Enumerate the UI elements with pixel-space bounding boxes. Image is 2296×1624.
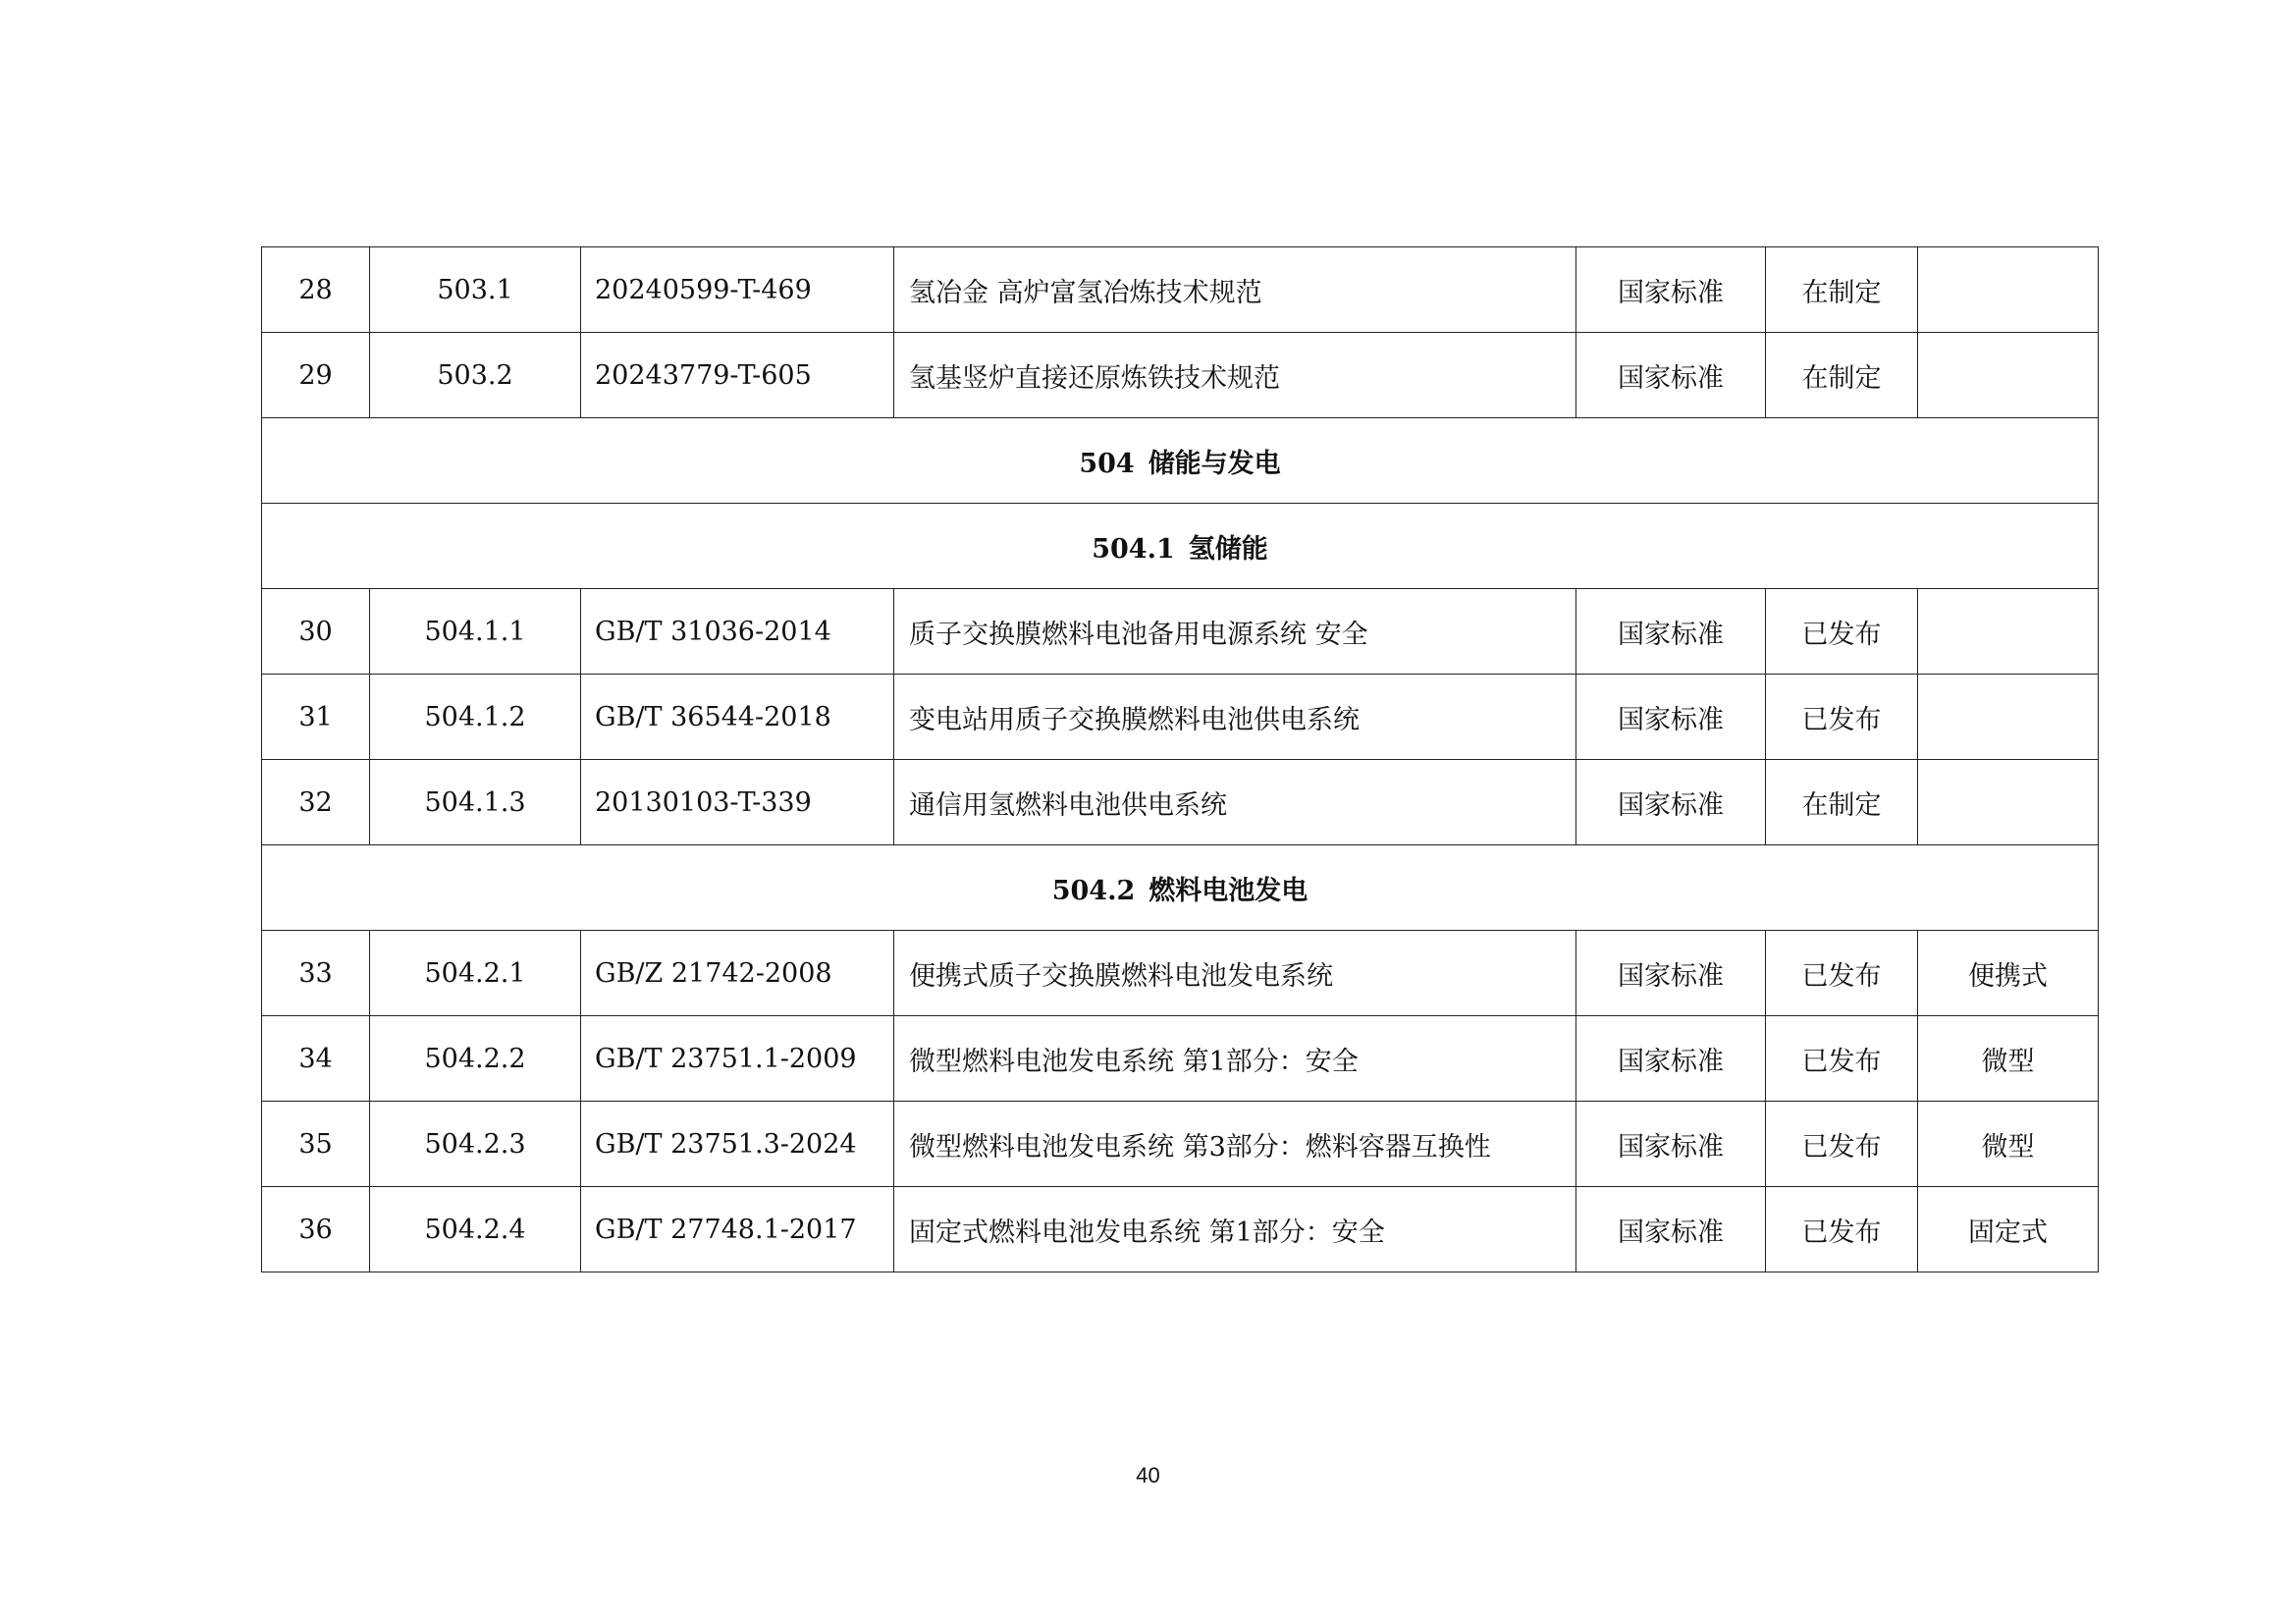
standard-code-cell: 20130103-T-339 [581, 760, 894, 845]
section-heading-row [262, 504, 2099, 589]
table-row [262, 333, 2099, 418]
standard-name-cell: 固定式燃料电池发电系统 第1部分：安全 [894, 1187, 1576, 1272]
table-row [262, 247, 2099, 333]
standards-table [261, 246, 2099, 1272]
remark-cell [1918, 247, 2099, 333]
standard-status-cell: 已发布 [1766, 1016, 1918, 1102]
section-heading-row [262, 845, 2099, 931]
table-row [262, 931, 2099, 1016]
remark-cell: 微型 [1918, 1102, 2099, 1187]
standard-type-cell: 国家标准 [1576, 760, 1766, 845]
remark-cell [1918, 760, 2099, 845]
section-number-cell: 504.2.4 [370, 1187, 581, 1272]
standard-type-cell: 国家标准 [1576, 1016, 1766, 1102]
remark-cell: 固定式 [1918, 1187, 2099, 1272]
standard-type-cell: 国家标准 [1576, 247, 1766, 333]
row-number-cell: 32 [262, 760, 370, 845]
section-heading [262, 418, 2099, 504]
standard-type-cell: 国家标准 [1576, 675, 1766, 760]
standard-code-cell: GB/T 23751.3-2024 [581, 1102, 894, 1187]
section-number-cell: 504.1.1 [370, 589, 581, 675]
section-heading-title: 储能与发电 [1148, 448, 1281, 479]
remark-cell: 便携式 [1918, 931, 2099, 1016]
section-number-cell: 504.1.3 [370, 760, 581, 845]
row-number-cell: 36 [262, 1187, 370, 1272]
section-heading [262, 504, 2099, 589]
table-row [262, 760, 2099, 845]
standard-type-cell: 国家标准 [1576, 931, 1766, 1016]
row-number-cell: 31 [262, 675, 370, 760]
section-number-cell: 503.1 [370, 247, 581, 333]
section-heading-code: 504.2 [1051, 875, 1136, 906]
section-number-cell: 504.2.1 [370, 931, 581, 1016]
standard-name-cell: 通信用氢燃料电池供电系统 [894, 760, 1576, 845]
standard-code-cell: GB/Z 21742-2008 [581, 931, 894, 1016]
table-row [262, 589, 2099, 675]
standard-code-cell: GB/T 23751.1-2009 [581, 1016, 894, 1102]
standard-status-cell: 在制定 [1766, 333, 1918, 418]
section-heading-row [262, 418, 2099, 504]
standard-code-cell: GB/T 36544-2018 [581, 675, 894, 760]
standard-status-cell: 已发布 [1766, 1102, 1918, 1187]
row-number-cell: 30 [262, 589, 370, 675]
standard-code-cell: 20243779-T-605 [581, 333, 894, 418]
standard-status-cell: 在制定 [1766, 760, 1918, 845]
remark-cell [1918, 589, 2099, 675]
standard-type-cell: 国家标准 [1576, 1187, 1766, 1272]
section-heading [262, 845, 2099, 931]
remark-cell [1918, 675, 2099, 760]
standard-name-cell: 微型燃料电池发电系统 第3部分：燃料容器互换性 [894, 1102, 1576, 1187]
row-number-cell: 34 [262, 1016, 370, 1102]
standard-name-cell: 变电站用质子交换膜燃料电池供电系统 [894, 675, 1576, 760]
page-number: 40 [1136, 1463, 1160, 1488]
standard-name-cell: 微型燃料电池发电系统 第1部分：安全 [894, 1016, 1576, 1102]
section-number-cell: 504.2.2 [370, 1016, 581, 1102]
standard-name-cell: 氢冶金 高炉富氢冶炼技术规范 [894, 247, 1576, 333]
section-number-cell: 503.2 [370, 333, 581, 418]
table-row [262, 1187, 2099, 1272]
standard-code-cell: 20240599-T-469 [581, 247, 894, 333]
standard-type-cell: 国家标准 [1576, 589, 1766, 675]
section-heading-title: 燃料电池发电 [1148, 875, 1308, 906]
standard-status-cell: 在制定 [1766, 247, 1918, 333]
standard-type-cell: 国家标准 [1576, 1102, 1766, 1187]
section-heading-code: 504.1 [1092, 533, 1175, 565]
row-number-cell: 29 [262, 333, 370, 418]
section-heading-title: 氢储能 [1188, 533, 1268, 565]
section-number-cell: 504.1.2 [370, 675, 581, 760]
row-number-cell: 33 [262, 931, 370, 1016]
standard-name-cell: 氢基竖炉直接还原炼铁技术规范 [894, 333, 1576, 418]
section-number-cell: 504.2.3 [370, 1102, 581, 1187]
table-row [262, 1102, 2099, 1187]
standard-status-cell: 已发布 [1766, 931, 1918, 1016]
standard-type-cell: 国家标准 [1576, 333, 1766, 418]
standard-status-cell: 已发布 [1766, 589, 1918, 675]
remark-cell [1918, 333, 2099, 418]
section-heading-code: 504 [1079, 448, 1135, 479]
table-body [262, 247, 2099, 1272]
remark-cell: 微型 [1918, 1016, 2099, 1102]
standard-code-cell: GB/T 27748.1-2017 [581, 1187, 894, 1272]
standard-code-cell: GB/T 31036-2014 [581, 589, 894, 675]
standard-name-cell: 质子交换膜燃料电池备用电源系统 安全 [894, 589, 1576, 675]
standard-name-cell: 便携式质子交换膜燃料电池发电系统 [894, 931, 1576, 1016]
table-row [262, 675, 2099, 760]
table-row [262, 1016, 2099, 1102]
standard-status-cell: 已发布 [1766, 1187, 1918, 1272]
standard-status-cell: 已发布 [1766, 675, 1918, 760]
row-number-cell: 35 [262, 1102, 370, 1187]
row-number-cell: 28 [262, 247, 370, 333]
